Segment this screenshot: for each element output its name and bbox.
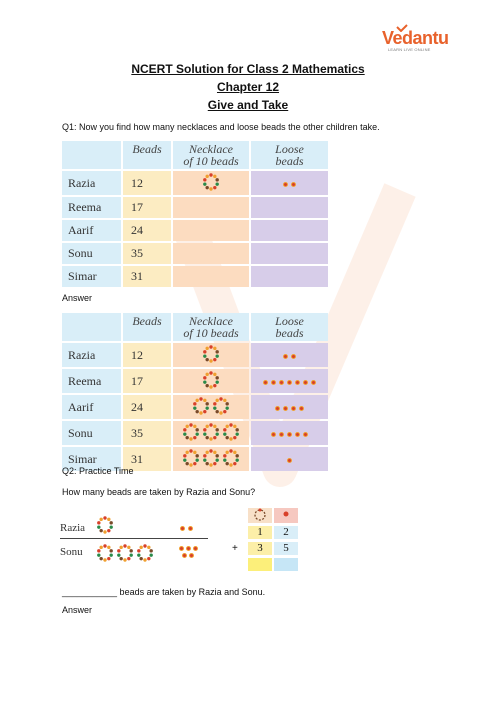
bead-count: 24 — [123, 395, 171, 419]
table-row — [62, 266, 328, 287]
bead-count: 35 — [123, 243, 171, 264]
loose-cell — [251, 395, 328, 419]
bead-icon — [182, 553, 187, 558]
divider-line — [60, 538, 208, 539]
child-name: Razia — [62, 171, 121, 195]
bead-icon — [303, 380, 308, 385]
bead-count: 31 — [123, 266, 171, 287]
q1-table — [60, 139, 330, 289]
header-name — [62, 313, 121, 341]
bead-icon — [179, 546, 184, 551]
bead-icon — [263, 380, 268, 385]
loose-cell — [251, 421, 328, 445]
loose-cell — [251, 343, 328, 367]
necklace-cell — [173, 369, 249, 393]
bead-icon — [295, 380, 300, 385]
necklace-icon — [136, 542, 154, 562]
ones-header-icon — [274, 508, 298, 523]
table-row — [62, 243, 328, 264]
bead-icon — [283, 182, 288, 187]
necklace-cell — [173, 343, 249, 367]
loose-cell — [251, 447, 328, 471]
header-loose: Loose beads — [251, 313, 328, 341]
necklace-icon — [192, 395, 210, 415]
header-beads: Beads — [123, 313, 171, 341]
necklace-icon — [202, 343, 220, 363]
bead-count: 31 — [123, 447, 171, 471]
bead-count: 17 — [123, 197, 171, 218]
table-row — [62, 220, 328, 241]
table-row — [62, 369, 328, 393]
necklace-cell — [173, 447, 249, 471]
bead-count: 12 — [123, 343, 171, 367]
plus-sign: + — [232, 543, 238, 554]
child-name: Reema — [62, 197, 121, 218]
header-necklace: Necklace of 10 beads — [173, 141, 249, 169]
page-title: NCERT Solution for Class 2 Mathematics — [131, 62, 365, 76]
header-name — [62, 141, 121, 169]
chapter-title: Chapter 12 — [216, 80, 280, 94]
necklace-cell — [173, 266, 249, 287]
q1-text: Q1: Now you find how many necklaces and loose beads the other children take. — [62, 122, 380, 132]
bead-icon — [303, 432, 308, 437]
header-necklace: Necklace of 10 beads — [173, 313, 249, 341]
bead-icon — [287, 380, 292, 385]
loose-cell — [251, 369, 328, 393]
loose-cell — [251, 243, 328, 264]
grid-r1-ones: 2 — [274, 526, 298, 539]
necklace-icon — [96, 542, 114, 562]
bead-icon — [193, 546, 198, 551]
table-row — [62, 395, 328, 419]
answer1-label: Answer — [62, 293, 93, 303]
necklace-icon — [202, 447, 220, 467]
necklace-icon — [96, 514, 114, 534]
child-name: Sonu — [62, 421, 121, 445]
necklace-icon — [202, 421, 220, 441]
grid-r1-tens: 1 — [248, 526, 272, 539]
bead-icon — [180, 526, 185, 531]
table-row — [62, 197, 328, 218]
necklace-cell — [173, 171, 249, 195]
table-row — [62, 171, 328, 195]
necklace-icon — [202, 369, 220, 389]
bead-icon — [279, 380, 284, 385]
bead-count: 35 — [123, 421, 171, 445]
bead-icon — [287, 458, 292, 463]
vedantu-logo — [382, 22, 462, 52]
bead-icon — [299, 406, 304, 411]
grid-r2-tens: 3 — [248, 542, 272, 555]
chapter-name: Give and Take — [207, 98, 289, 112]
brand-name: Vedantu — [382, 28, 449, 48]
child-name: Sonu — [62, 243, 121, 264]
answer2-label: Answer — [62, 605, 93, 615]
necklace-icon — [182, 447, 200, 467]
name-sonu: Sonu — [60, 546, 83, 558]
necklace-cell — [173, 421, 249, 445]
bead-icon — [291, 354, 296, 359]
necklace-cell — [173, 395, 249, 419]
bead-count: 12 — [123, 171, 171, 195]
q2-fill-blank: ___________ beads are taken by Razia and Sonu. — [62, 587, 266, 597]
answer1-table — [60, 311, 330, 473]
bead-icon — [291, 406, 296, 411]
child-name: Simar — [62, 266, 121, 287]
q2-question: How many beads are taken by Razia and Sonu? — [62, 487, 256, 497]
bead-icon — [311, 380, 316, 385]
bead-icon — [275, 406, 280, 411]
loose-cell — [251, 266, 328, 287]
bead-icon — [188, 526, 193, 531]
bead-icon — [279, 432, 284, 437]
bead-icon — [287, 432, 292, 437]
header-beads: Beads — [123, 141, 171, 169]
loose-cell — [251, 220, 328, 241]
name-razia: Razia — [60, 522, 86, 534]
q2-title: Q2: Practice Time — [62, 466, 134, 476]
bead-icon — [283, 354, 288, 359]
child-name: Reema — [62, 369, 121, 393]
necklace-icon — [116, 542, 134, 562]
bead-icon — [291, 182, 296, 187]
brand-tagline: LEARN LIVE ONLINE — [388, 47, 431, 52]
bead-icon — [295, 432, 300, 437]
necklace-cell — [173, 243, 249, 264]
child-name: Aarif — [62, 220, 121, 241]
child-name: Razia — [62, 343, 121, 367]
bead-icon — [283, 406, 288, 411]
bead-icon — [186, 546, 191, 551]
table-row — [62, 421, 328, 445]
grid-sum-tens — [248, 558, 272, 571]
header-loose: Loose beads — [251, 141, 328, 169]
necklace-cell — [173, 220, 249, 241]
q2-illustration — [60, 508, 340, 578]
bead-icon — [189, 553, 194, 558]
loose-cell — [251, 171, 328, 195]
necklace-icon — [182, 421, 200, 441]
necklace-icon — [202, 171, 220, 191]
bead-icon — [271, 432, 276, 437]
tens-header-icon — [248, 508, 272, 523]
table-row — [62, 343, 328, 367]
grid-sum-ones — [274, 558, 298, 571]
bead-count: 24 — [123, 220, 171, 241]
necklace-icon — [212, 395, 230, 415]
necklace-cell — [173, 197, 249, 218]
bead-icon — [271, 380, 276, 385]
child-name: Simar — [62, 447, 121, 471]
bead-count: 17 — [123, 369, 171, 393]
loose-cell — [251, 197, 328, 218]
child-name: Aarif — [62, 395, 121, 419]
necklace-icon — [222, 421, 240, 441]
necklace-icon — [222, 447, 240, 467]
grid-r2-ones: 5 — [274, 542, 298, 555]
